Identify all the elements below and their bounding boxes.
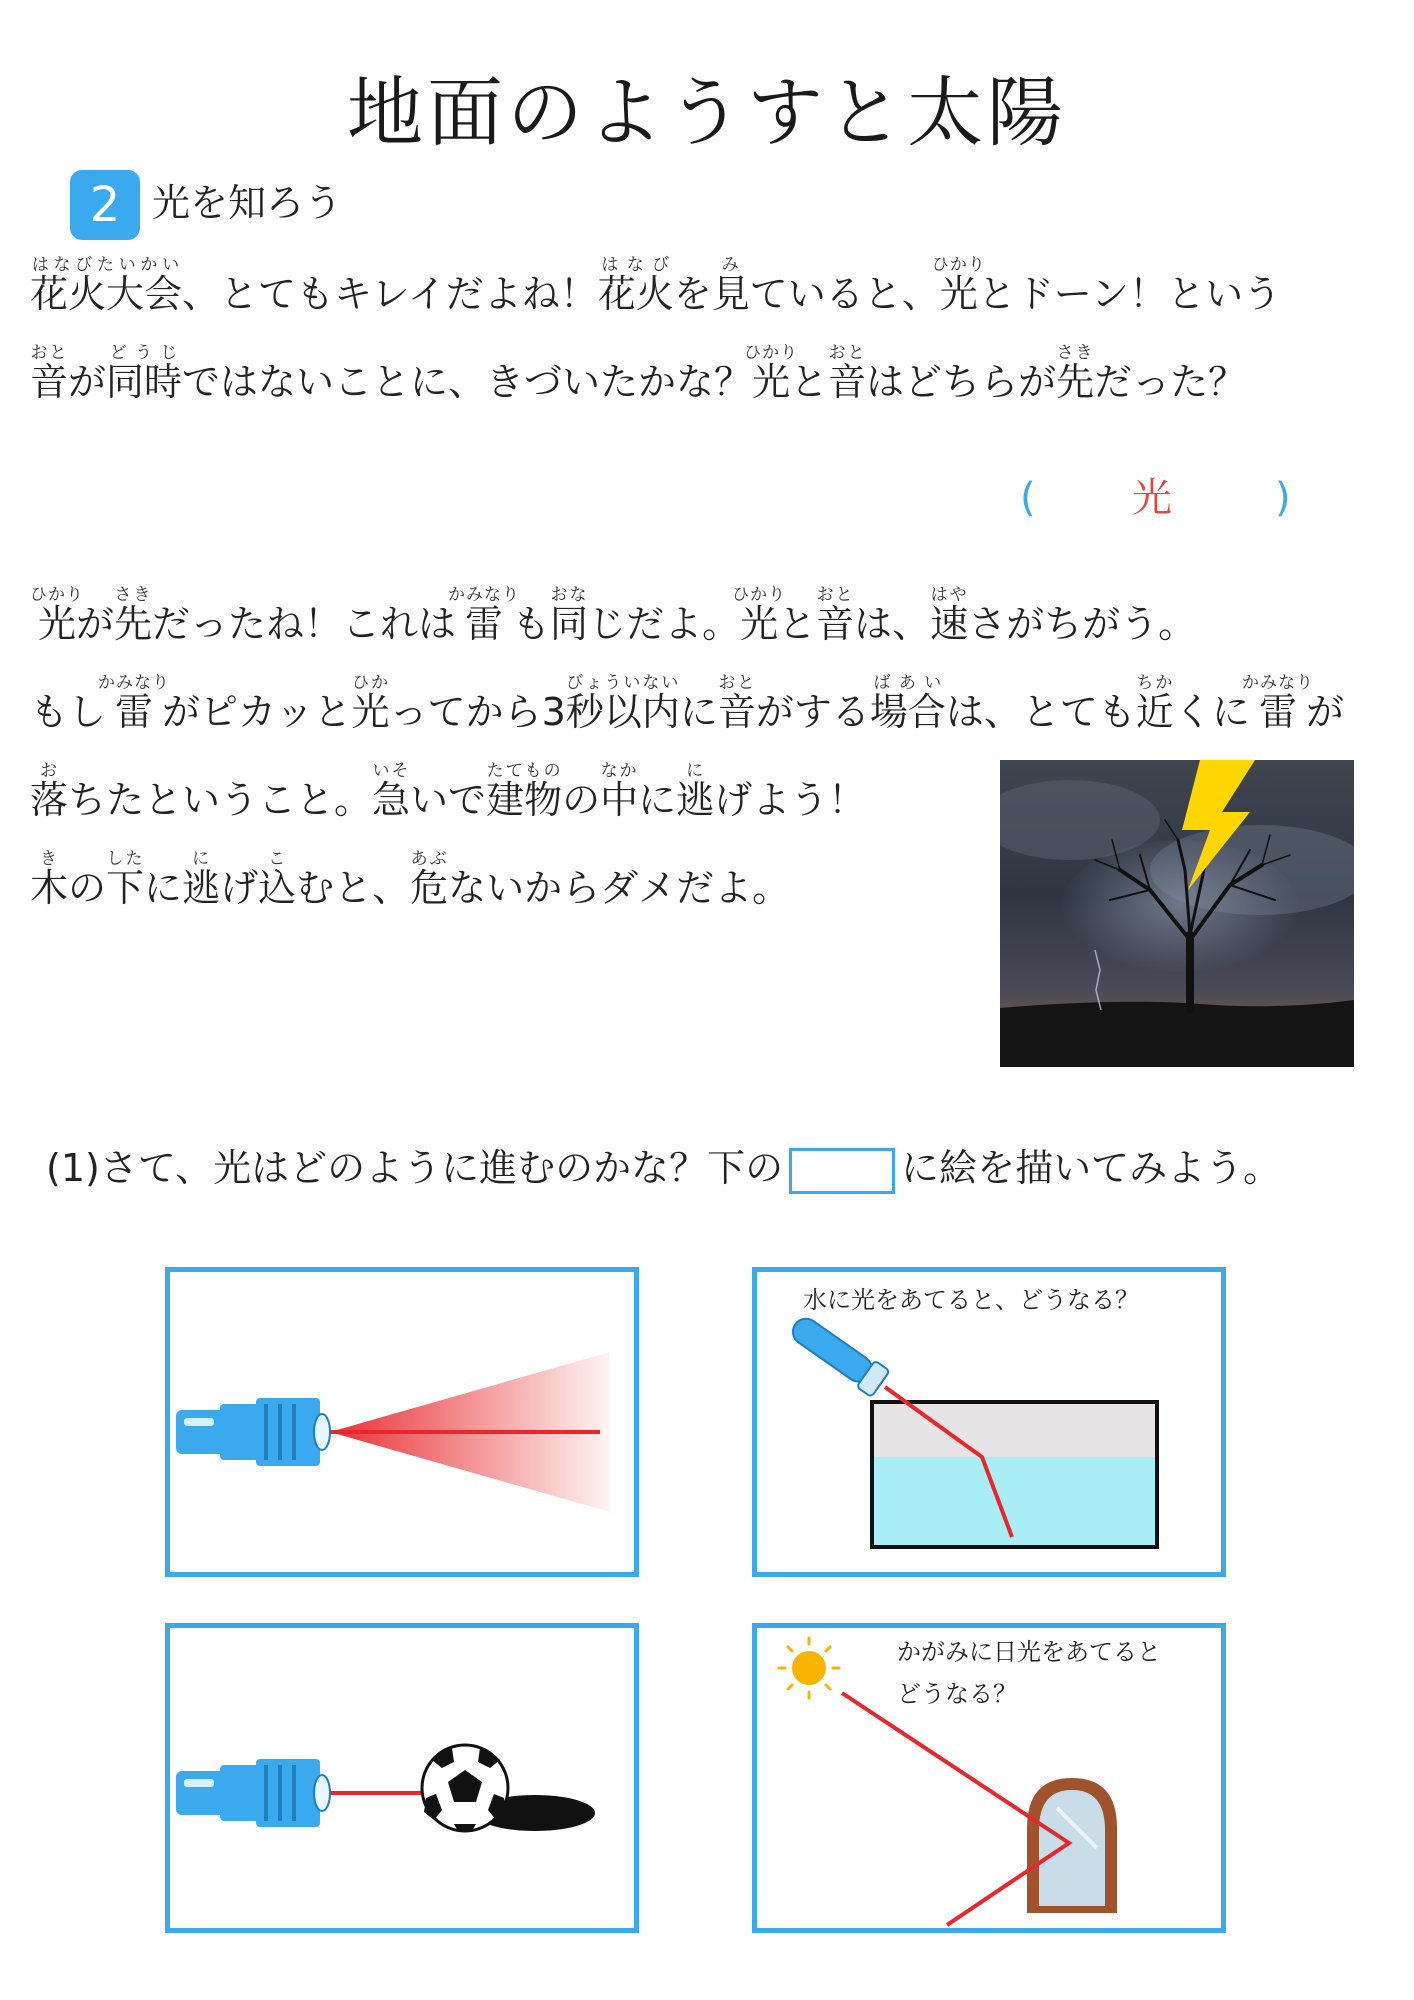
ruby-word: 雷かみなり <box>1241 673 1314 734</box>
page-title: 地面のようすと太陽 <box>347 68 1067 157</box>
furigana: ばあい <box>869 673 946 693</box>
ruby-word: 雷かみなり <box>448 585 521 646</box>
ruby-word: 音おと <box>30 343 69 404</box>
panel-water-refraction[interactable] <box>752 1267 1226 1577</box>
text-segment: の <box>562 778 601 822</box>
furigana: ひか <box>351 673 390 693</box>
ruby-word: 光ひかり <box>744 343 799 404</box>
flashlight-icon <box>786 1311 890 1397</box>
ruby-word: 込こ <box>258 849 297 910</box>
text-segment: ってから3 <box>389 690 566 734</box>
furigana: かみなり <box>448 585 521 605</box>
furigana: さき <box>114 585 153 605</box>
text-segment: と <box>778 602 817 646</box>
answer-value: 光 <box>1132 475 1172 521</box>
question-text-before: (1)さて、光はどのように進むのかな？下の <box>46 1146 784 1190</box>
text-segment: さがちがう。 <box>968 602 1197 646</box>
ruby-word: 光ひかり <box>30 585 84 646</box>
ruby-word: 速はや <box>930 585 969 646</box>
furigana: さき <box>1056 343 1095 363</box>
ruby-word: 光ひかり <box>732 585 787 646</box>
panel-flashlight-beam[interactable] <box>165 1267 639 1577</box>
text-segment: くに <box>1173 690 1250 734</box>
furigana: いそ <box>372 761 411 781</box>
text-segment: に <box>638 778 677 822</box>
text-segment: が <box>1305 690 1344 734</box>
mirror-panel-caption-line1: かがみに日光をあてると <box>897 1638 1161 1666</box>
question-text-after: に絵を描いてみよう。 <box>901 1146 1282 1190</box>
text-segment: がピカッと <box>162 690 352 734</box>
text-segment: げ <box>220 866 259 910</box>
ruby-word: 同時どうじ <box>106 343 183 404</box>
furigana: たてもの <box>486 761 563 781</box>
mirror-icon <box>1027 1778 1117 1913</box>
text-segment: は、とても <box>945 690 1136 734</box>
paragraph2-line1 <box>30 585 1196 652</box>
furigana: こ <box>258 849 297 869</box>
paragraph2-line2 <box>30 673 1344 740</box>
ruby-word: 落お <box>30 761 69 822</box>
paragraph1-line2 <box>30 343 1246 410</box>
ruby-word: 木き <box>30 849 69 910</box>
mirror-panel-caption-line2: どうなる？ <box>897 1680 1017 1708</box>
ruby-word: 同おな <box>550 585 589 646</box>
ruby-word: 花火大会はなびたいかい <box>30 255 183 316</box>
ruby-word: 逃に <box>676 761 715 822</box>
flashlight-icon <box>176 1398 330 1466</box>
ruby-word: 雷かみなり <box>98 673 171 734</box>
answer-open-paren: ( <box>1020 475 1036 521</box>
furigana: ひかり <box>744 343 799 363</box>
paragraph1-line1 <box>30 255 1281 322</box>
furigana: おと <box>717 673 756 693</box>
furigana: なか <box>600 761 639 781</box>
question-1 <box>46 1140 1281 1196</box>
furigana: お <box>30 761 68 781</box>
answer-close-paren: ) <box>1275 475 1291 521</box>
ruby-word: 秒以内びょういない <box>565 673 680 734</box>
furigana: かみなり <box>98 673 171 693</box>
text-segment: じだよ。 <box>588 602 741 646</box>
text-segment: ないからダメだよ。 <box>448 866 791 910</box>
furigana: ちか <box>1135 673 1174 693</box>
furigana: どうじ <box>106 343 183 363</box>
text-segment: むと、 <box>296 866 411 910</box>
furigana: おと <box>828 343 867 363</box>
ruby-word: 下した <box>106 849 145 910</box>
furigana: ひかり <box>30 585 84 605</box>
ruby-word: 音おと <box>828 343 867 404</box>
furigana: した <box>106 849 145 869</box>
paragraph2-line3 <box>30 761 866 828</box>
furigana: き <box>30 849 68 869</box>
furigana: ひかり <box>931 255 986 275</box>
text-segment: とドーン！という <box>977 272 1282 316</box>
sun-icon <box>779 1638 839 1698</box>
text-segment: に <box>144 866 183 910</box>
text-segment: げよう！ <box>714 778 867 822</box>
ruby-word: 中なか <box>600 761 639 822</box>
furigana: はや <box>930 585 969 605</box>
ruby-word: 光ひか <box>351 673 390 734</box>
furigana: ひかり <box>732 585 787 605</box>
ruby-word: 見み <box>711 255 750 316</box>
furigana: おと <box>30 343 69 363</box>
ruby-word: 場合ばあい <box>869 673 946 734</box>
ruby-word: 近ちか <box>1135 673 1174 734</box>
furigana: はなび <box>597 255 674 275</box>
furigana: はなびたいかい <box>30 255 182 275</box>
text-segment: がする <box>755 690 870 734</box>
lightning-bolt-icon <box>1000 760 1354 1067</box>
soccer-ball-icon <box>422 1745 508 1831</box>
text-segment: だったね！これは <box>152 602 457 646</box>
drawing-box-marker <box>789 1148 895 1194</box>
ruby-word: 花火はなび <box>597 255 674 316</box>
text-segment: の <box>68 866 107 910</box>
text-segment: もし <box>30 690 107 734</box>
furigana: に <box>676 761 715 781</box>
text-segment: ちたということ。 <box>68 778 373 822</box>
text-segment: が <box>76 602 115 646</box>
furigana: おと <box>816 585 855 605</box>
furigana: おな <box>550 585 589 605</box>
furigana: み <box>711 255 750 275</box>
text-segment: ではないことに、きづいたかな？ <box>182 360 753 404</box>
ruby-word: 音おと <box>717 673 756 734</box>
text-segment: は、 <box>854 602 931 646</box>
text-segment: に <box>679 690 718 734</box>
section-number-badge: 2 <box>70 170 140 240</box>
ruby-word: 危あぶ <box>410 849 449 910</box>
text-segment: はどちらが <box>866 360 1057 404</box>
ruby-word: 光ひかり <box>931 255 986 316</box>
panel-ball-shadow[interactable] <box>165 1623 639 1933</box>
paragraph2-line4 <box>30 849 790 916</box>
furigana: かみなり <box>1241 673 1314 693</box>
text-segment: だった？ <box>1094 360 1247 404</box>
ruby-word: 先さき <box>114 585 153 646</box>
ruby-word: 逃に <box>182 849 221 910</box>
flashlight-icon <box>176 1759 330 1827</box>
text-segment: と <box>790 360 829 404</box>
text-segment: 、とてもキレイだよね！ <box>182 272 598 316</box>
ruby-word: 音おと <box>816 585 855 646</box>
panel-mirror-reflection[interactable] <box>752 1623 1226 1933</box>
ruby-word: 先さき <box>1056 343 1095 404</box>
thunderstorm-tree-photo <box>1000 760 1354 1067</box>
text-segment: が <box>68 360 107 404</box>
ruby-word: 急いそ <box>372 761 411 822</box>
text-segment: も <box>512 602 551 646</box>
text-segment: いで <box>410 778 487 822</box>
text-segment: を <box>673 272 712 316</box>
section-title: 光を知ろう <box>152 181 343 225</box>
text-segment: ていると、 <box>749 272 940 316</box>
furigana: あぶ <box>410 849 449 869</box>
water-panel-caption: 水に光をあてると、どうなる？ <box>803 1286 1139 1314</box>
furigana: びょういない <box>565 673 680 693</box>
ruby-word: 建物たてもの <box>486 761 563 822</box>
furigana: に <box>182 849 221 869</box>
